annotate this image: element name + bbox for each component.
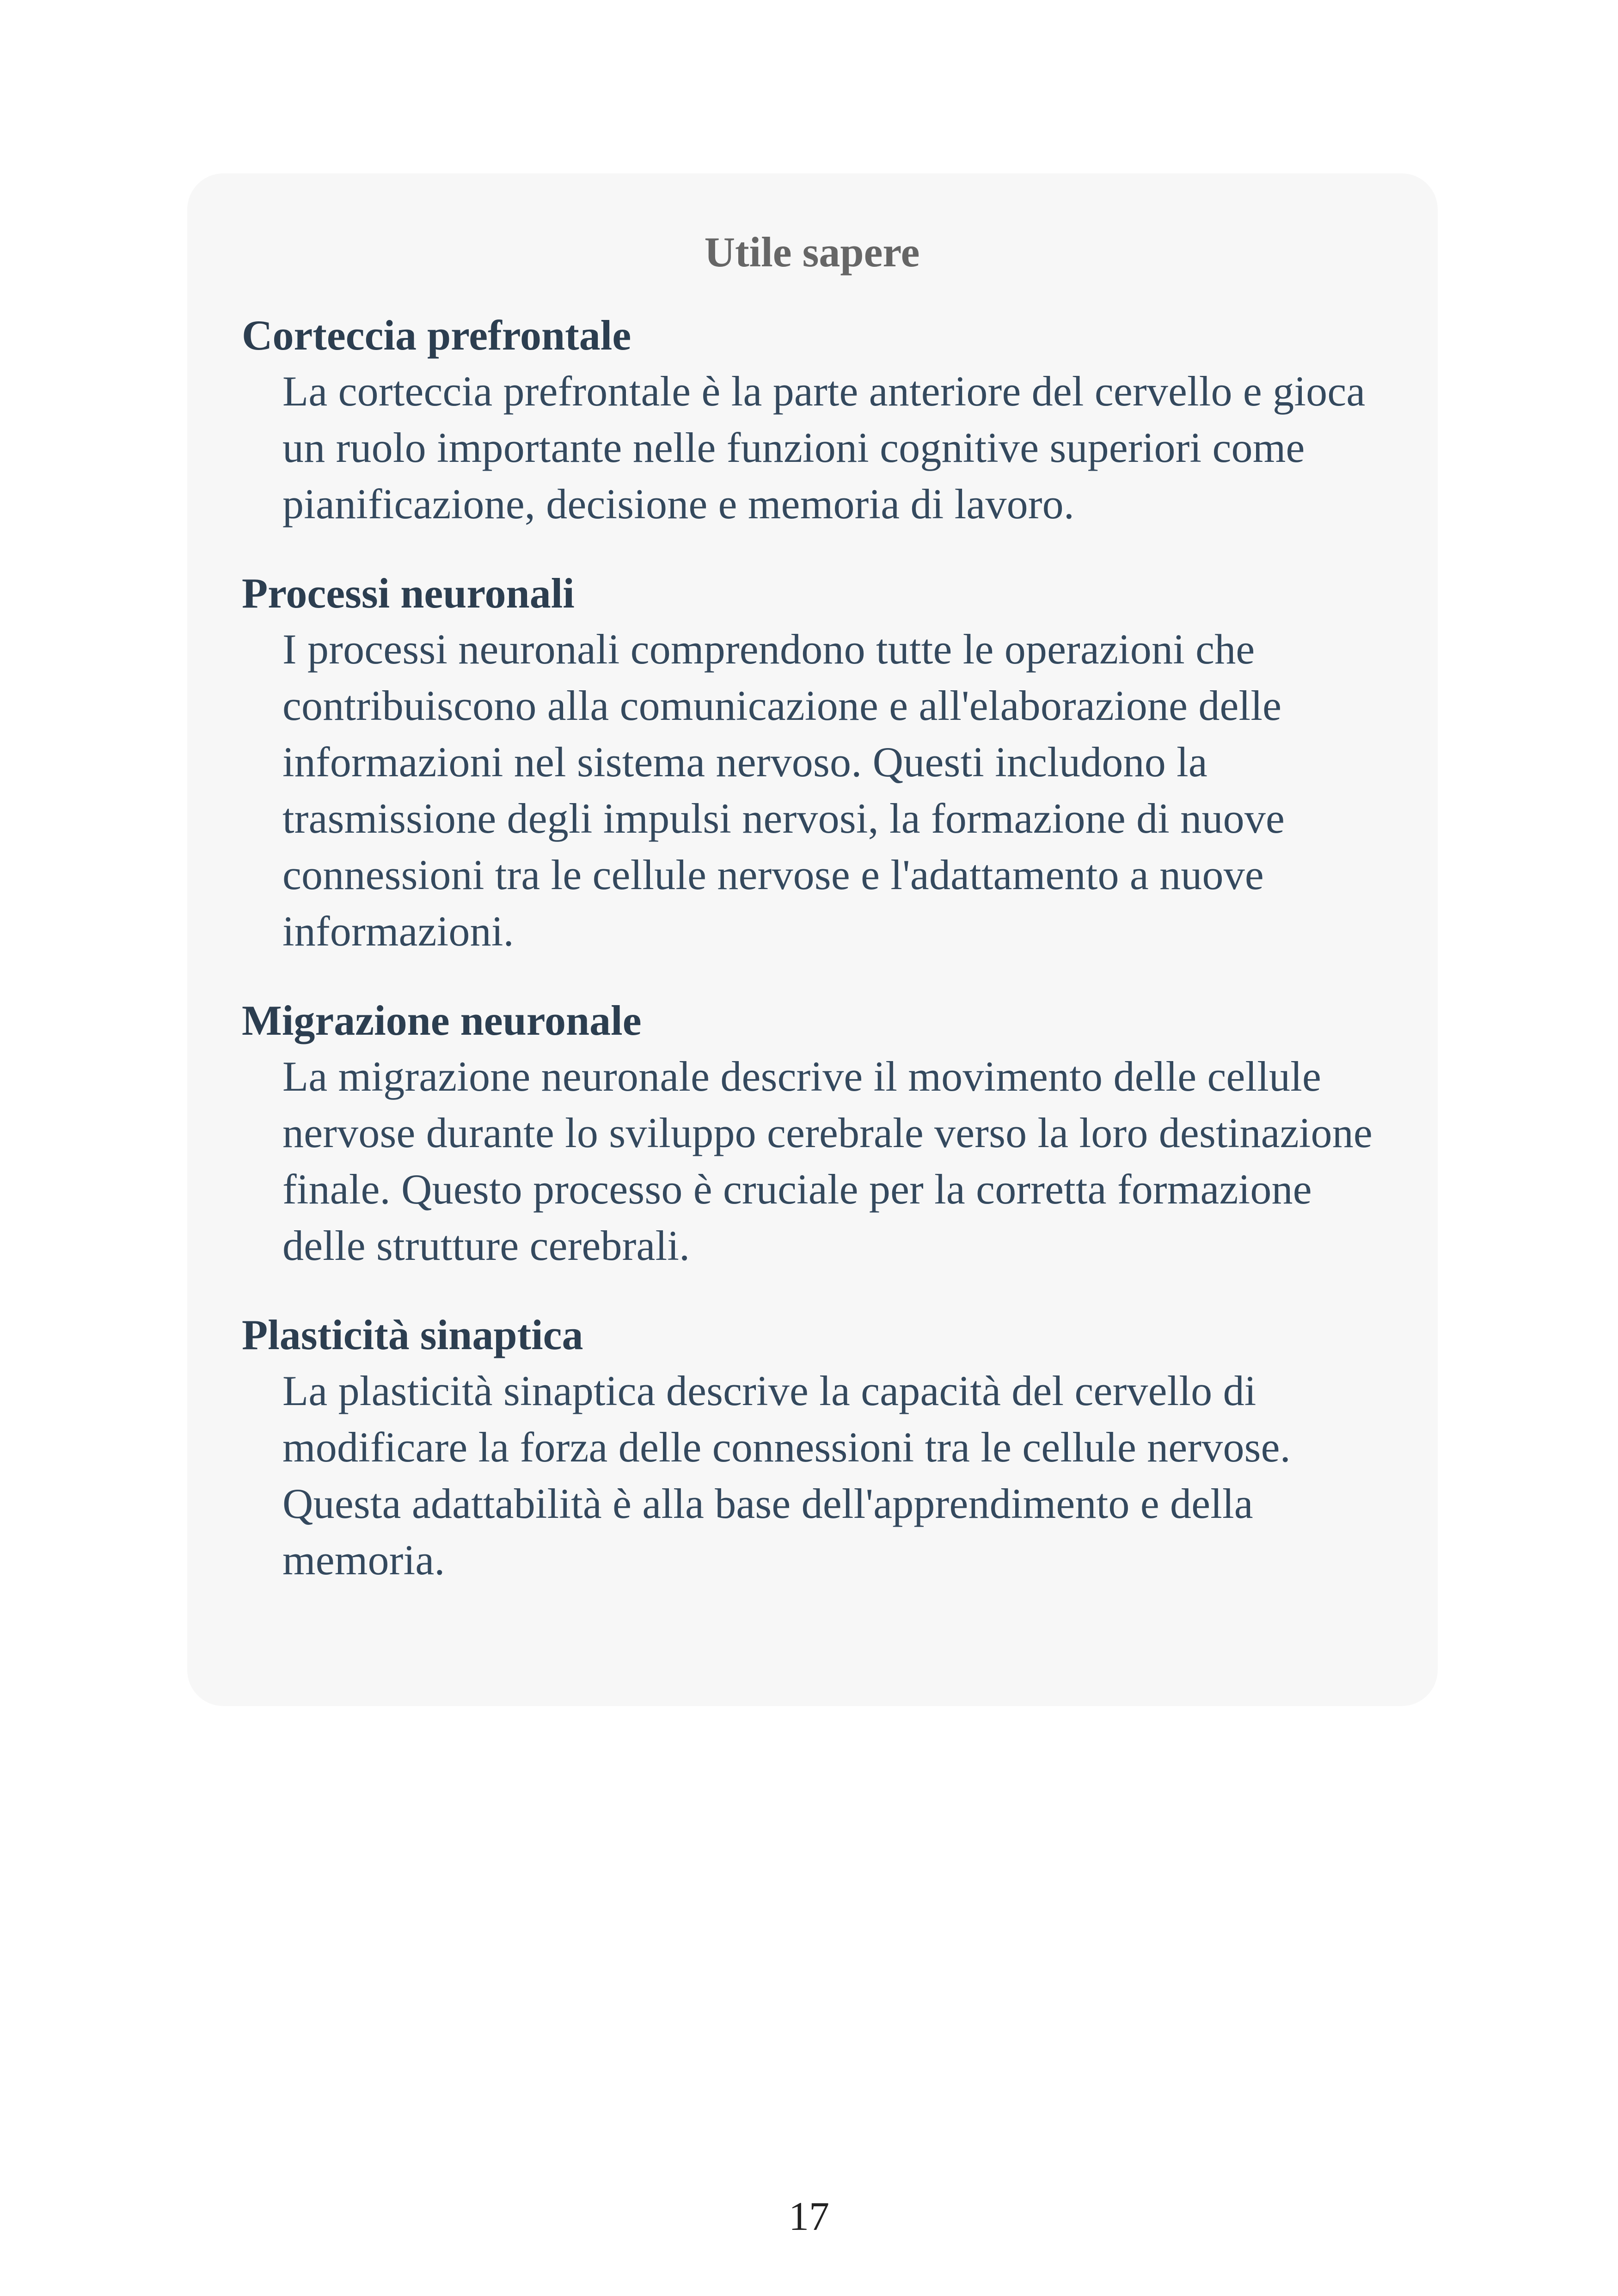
- entry-term: Plasticità sinaptica: [242, 1311, 583, 1358]
- entry-description: La plasticità sinaptica descrive la capacità del cervello di modificare la forza delle connessioni tra le cellule nervose. Questa adattabilità è alla base dell'apprendimento e della memoria.: [282, 1367, 1291, 1584]
- entry-term: Corteccia prefrontale: [242, 312, 631, 359]
- entry-description: La migrazione neuronale descrive il movimento delle cellule nervose durante lo sviluppo cerebrale verso la loro destinazione finale. Questo processo è cruciale per la corretta formazione delle strutture cerebrali.: [282, 1053, 1373, 1269]
- glossary-entry: [242, 1307, 1382, 1588]
- entry-term: Processi neuronali: [242, 570, 575, 617]
- entry-description: I processi neuronali comprendono tutte le operazioni che contribuiscono alla comunicazione e all'elaborazione delle informazioni nel sistema nervoso. Questi includono la trasmissione degli impulsi nervosi, la formazione di nuove connessioni tra le cellule nervose e l'adattamento a nuove informazioni.: [282, 626, 1285, 955]
- box-title: Utile sapere: [704, 228, 920, 276]
- glossary-entry: [242, 565, 1382, 959]
- entry-term: Migrazione neuronale: [242, 997, 642, 1044]
- glossary-entry: [242, 307, 1382, 532]
- glossary-entry: [242, 993, 1382, 1274]
- page-number: 17: [789, 2194, 829, 2239]
- info-box: [187, 173, 1438, 1706]
- entry-description: La corteccia prefrontale è la parte anteriore del cervello e gioca un ruolo importante nelle funzioni cognitive superiori come pianificazione, decisione e memoria di lavoro.: [282, 368, 1366, 528]
